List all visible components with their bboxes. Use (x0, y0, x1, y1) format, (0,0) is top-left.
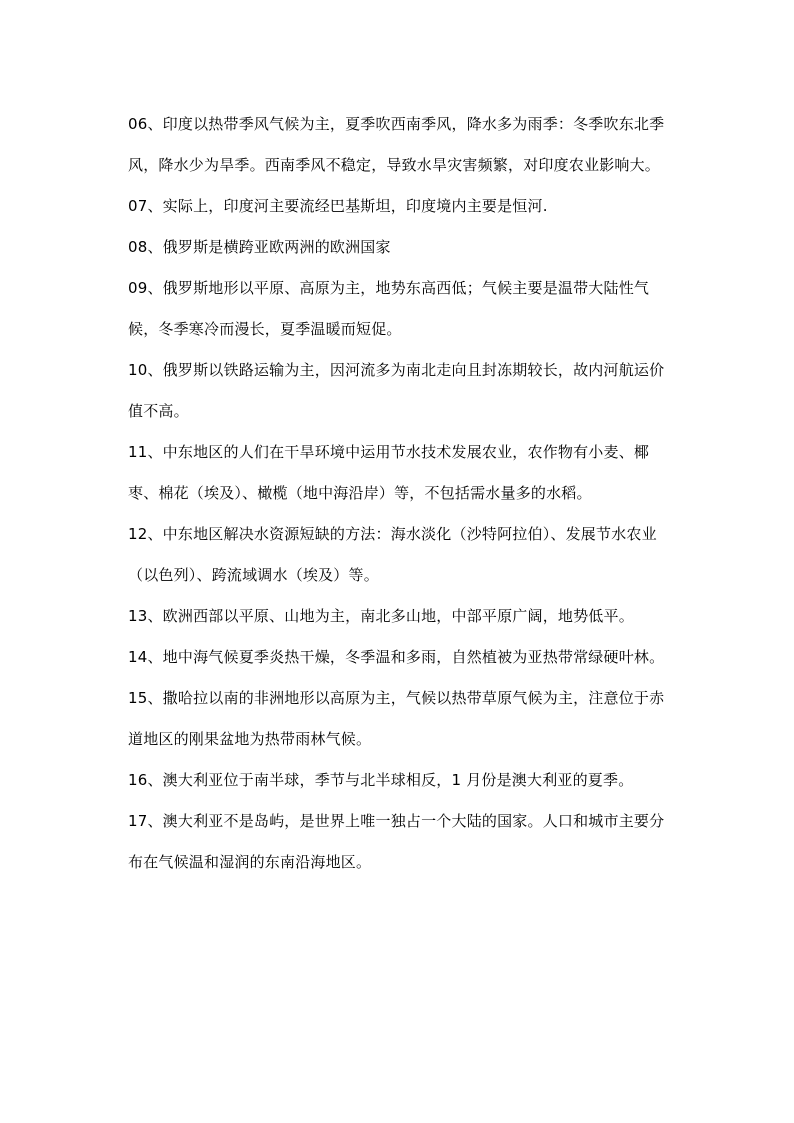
document-body (128, 104, 678, 883)
paragraph-07: 07、实际上，印度河主要流经巴基斯坦，印度境内主要是恒河. (128, 197, 548, 215)
paragraph-17: 17、澳大利亚不是岛屿，是世界上唯一独占一个大陆的国家。人口和城市主要分布在气候温和湿润的东南沿海地区。 (128, 812, 665, 871)
paragraph-08: 08、俄罗斯是横跨亚欧两洲的欧洲国家 (128, 238, 391, 256)
paragraph-06: 06、印度以热带季风气候为主，夏季吹西南季风，降水多为雨季：冬季吹东北季风，降水少为旱季。西南季风不稳定，导致水旱灾害频繁，对印度农业影响大。 (128, 115, 665, 174)
paragraph-16: 16、澳大利亚位于南半球，季节与北半球相反，1 月份是澳大利亚的夏季。 (128, 771, 634, 789)
paragraph-09: 09、俄罗斯地形以平原、高原为主，地势东高西低；气候主要是温带大陆性气候，冬季寒冷而漫长，夏季温暖而短促。 (128, 279, 650, 338)
paragraph-13: 13、欧洲西部以平原、山地为主，南北多山地，中部平原广阔，地势低平。 (128, 607, 634, 625)
paragraph-12: 12、中东地区解决水资源短缺的方法：海水淡化（沙特阿拉伯）、发展节水农业（以色列）、跨流域调水（埃及）等。 (128, 525, 657, 584)
paragraph-11: 11、中东地区的人们在干旱环境中运用节水技术发展农业，农作物有小麦、椰枣、棉花（埃及）、橄榄（地中海沿岸）等，不包括需水量多的水稻。 (128, 443, 650, 502)
paragraph-15: 15、撒哈拉以南的非洲地形以高原为主，气候以热带草原气候为主，注意位于赤道地区的刚果盆地为热带雨林气候。 (128, 689, 665, 748)
paragraph-10: 10、俄罗斯以铁路运输为主，因河流多为南北走向且封冻期较长，故内河航运价值不高。 (128, 361, 665, 420)
paragraph-14: 14、地中海气候夏季炎热干燥，冬季温和多雨，自然植被为亚热带常绿硬叶林。 (128, 648, 665, 666)
